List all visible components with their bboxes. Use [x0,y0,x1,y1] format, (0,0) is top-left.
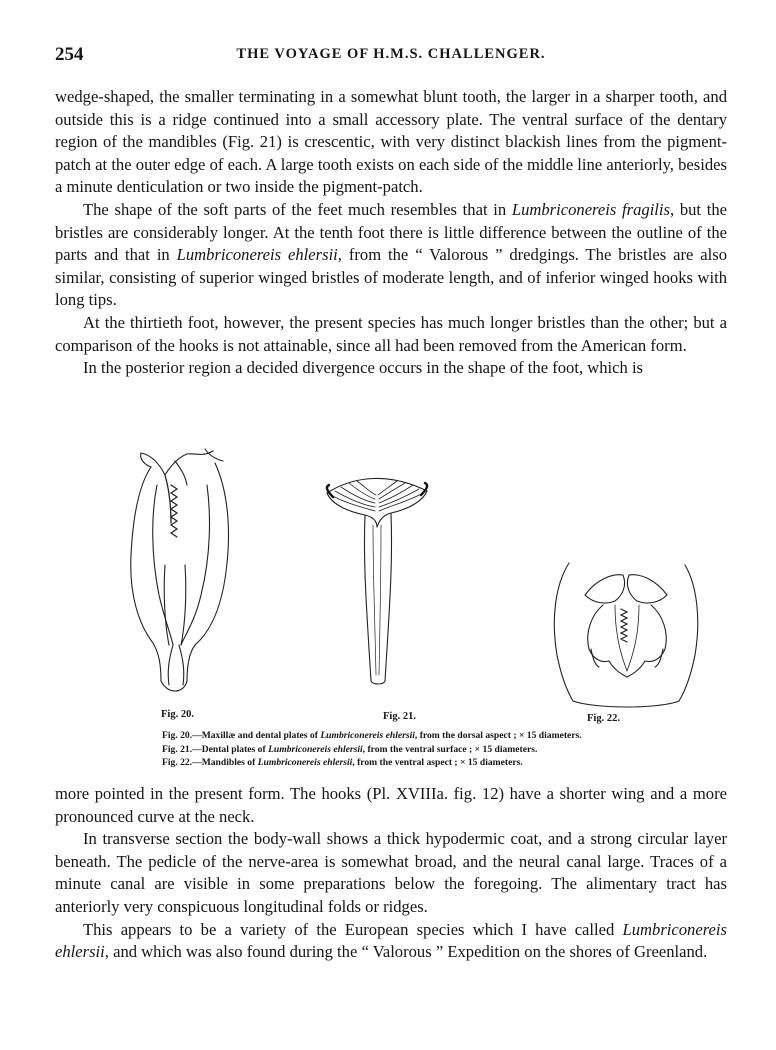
paragraph-2: The shape of the soft parts of the feet much resembles that in Lumbriconereis fragilis, but the bristles are considerably longer. At the tenth foot there is little difference between the outline of the parts and that in Lumbriconereis ehlersii, from the “ Valorous ” dredgings. The bristles are also similar, consisting of superior winged bristles of moderate length, and of inferior winged hooks with long tips. [55,199,728,310]
upper-text-block [55,86,727,380]
fig20-maxillae-drawing [131,449,229,691]
fig21-label: Fig. 21. [383,711,416,722]
figure-plate [55,445,727,735]
figure-drawings [55,445,727,735]
lower-text-block [55,783,727,964]
fig22-mandibles-drawing [554,563,697,707]
caption-fig20: Fig. 20.—Maxillæ and dental plates of Lumbriconereis ehlersii, from the dorsal aspect ; × 15 diameters. [162,730,582,741]
fig20-label: Fig. 20. [161,709,194,720]
paragraph-5: more pointed in the present form. The hooks (Pl. XVIIIa. fig. 12) have a shorter wing and a more pronounced curve at the neck. [55,784,727,826]
species-name: Lumbriconereis ehlersii [55,919,727,962]
paragraph-1: wedge-shaped, the smaller terminating in a somewhat blunt tooth, the larger in a sharper tooth, and outside this is a ridge continued into a small accessory plate. The ventral surface of the dentary region of the mandibles (Fig. 21) is crescentic, with very distinct blackish lines from the pigment-patch at the outer edge of each. A large tooth exists on each side of the middle line anteriorly, besides a minute denticulation or two inside the pigment-patch. [55,87,727,197]
species-name: Lumbriconereis ehlersii [176,245,338,265]
paragraph-7: This appears to be a variety of the European species which I have called Lumbriconereis ehlersii, and which was also found during the “ Valorous ” Expedition on the shores of Greenland. [55,919,727,962]
paragraph-6: In transverse section the body-wall shows a thick hypodermic coat, and a strong circular layer beneath. The pedicle of the nerve-area is somewhat broad, and the neural canal large. Traces of a minute canal are visible in some preparations below the foregoing. The alimentary tract has anteriorly very conspicuous longitudinal folds or ridges. [55,829,727,916]
species-name: Lumbriconereis fragilis [511,199,670,219]
caption-fig22: Fig. 22.—Mandibles of Lumbriconereis ehlersii, from the ventral aspect ; × 15 diameters. [162,757,523,768]
fig21-dental-plates-drawing [327,478,427,684]
paragraph-3: At the thirtieth foot, however, the present species has much longer bristles than the other; but a comparison of the hooks is not attainable, since all had been removed from the American form. [55,312,727,355]
fig22-label: Fig. 22. [587,713,620,724]
page-number: 254 [55,44,84,65]
paragraph-4: In the posterior region a decided divergence occurs in the shape of the foot, which is [83,358,644,378]
figure-captions [162,729,722,770]
page-header [55,44,727,66]
running-title: THE VOYAGE OF H.M.S. CHALLENGER. [236,46,546,62]
caption-fig21: Fig. 21.—Dental plates of Lumbriconereis ehlersii, from the ventral surface ; × 15 diameters. [162,743,538,755]
